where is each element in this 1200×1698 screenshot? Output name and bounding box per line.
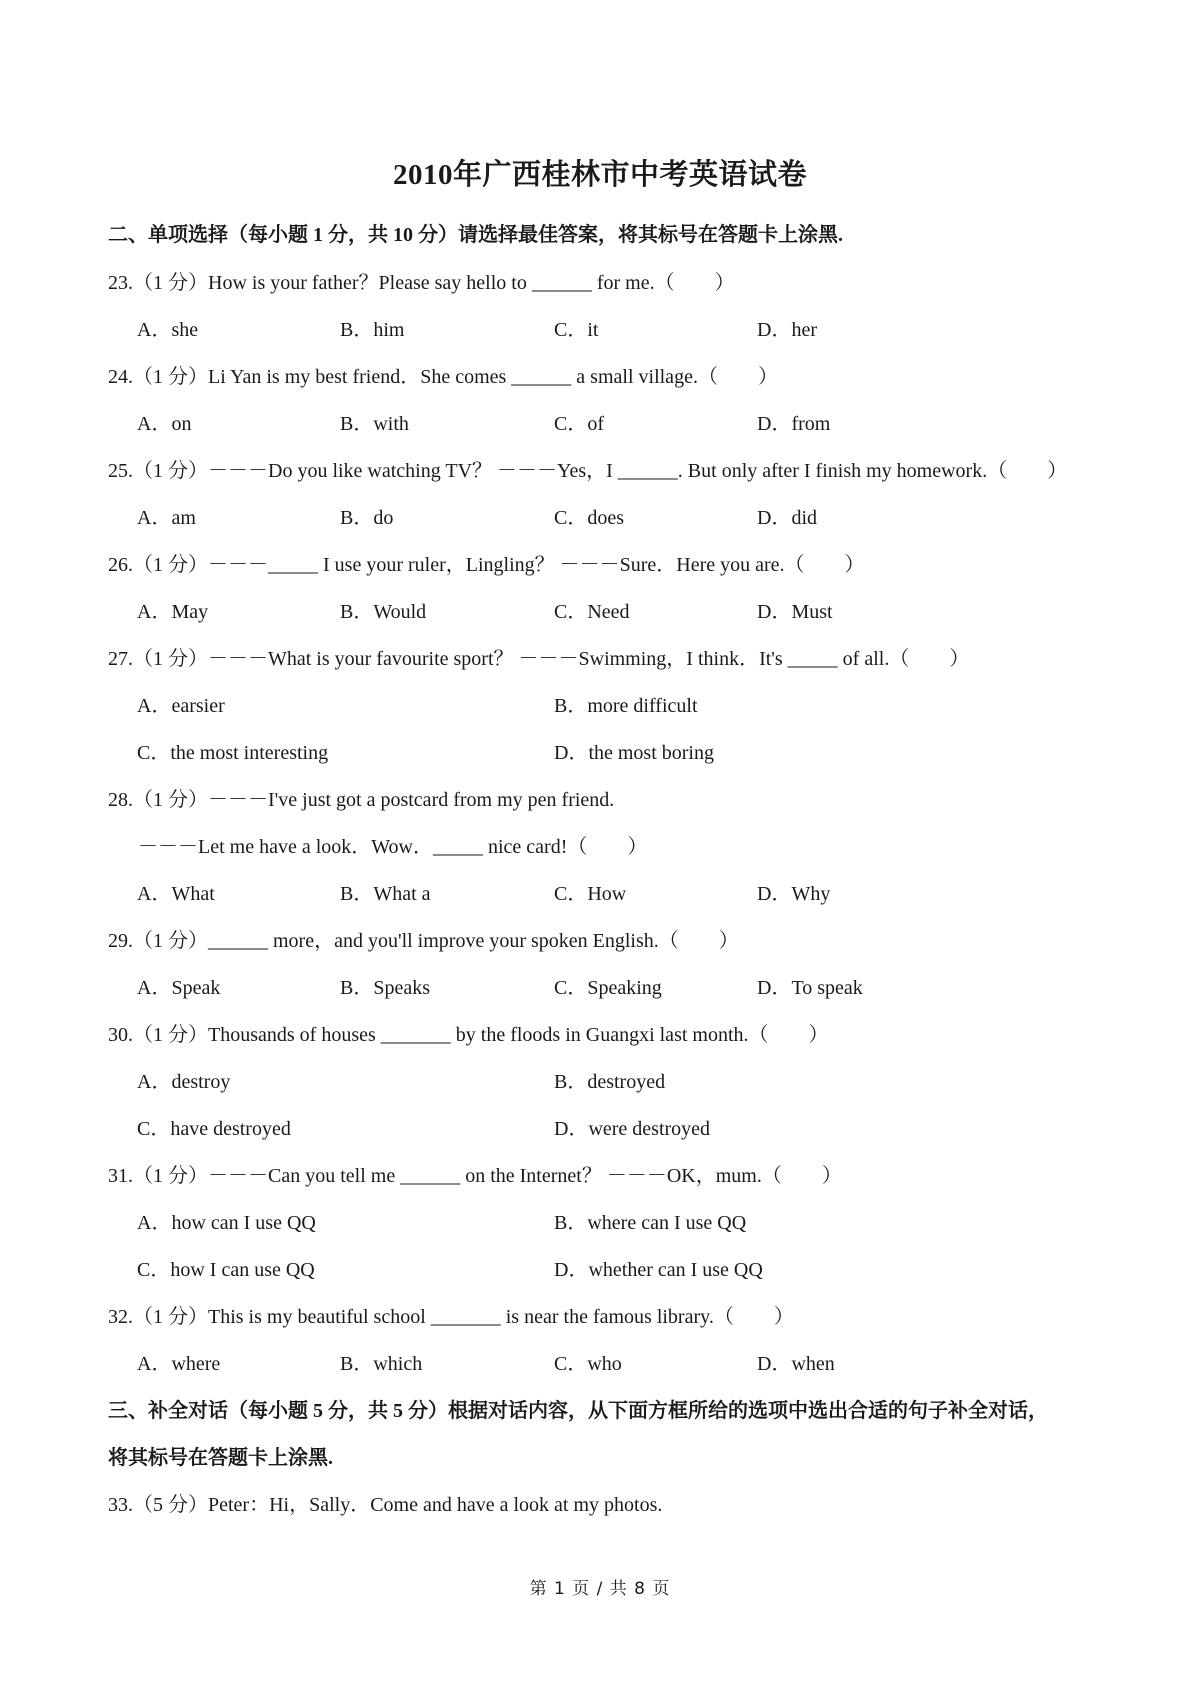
question-stem-continued: －－－Let me have a look．Wow．_____ nice card!（ ）: [138, 836, 648, 858]
option-a: A．What: [137, 883, 215, 905]
option-d: D．from: [757, 413, 831, 435]
option-a: A．she: [137, 319, 199, 341]
option-c: C．have destroyed: [137, 1118, 291, 1140]
options-row: [137, 1253, 1097, 1281]
option-c: C．does: [554, 507, 624, 529]
options-row: [137, 501, 1097, 529]
options-row: [137, 877, 1097, 905]
option-c: C．How: [554, 883, 627, 905]
options-row: [137, 1112, 1097, 1140]
section-2-heading: 二、单项选择（每小题 1 分，共 10 分）请选择最佳答案，将其标号在答题卡上涂黑.: [108, 224, 843, 246]
question-stem: 29.（1 分）______ more，and you'll improve your spoken English.（ ）: [108, 930, 739, 952]
option-a: A．how can I use QQ: [137, 1212, 316, 1234]
options-row: [137, 1065, 1097, 1093]
option-a: A．on: [137, 413, 192, 435]
options-row: [137, 971, 1097, 999]
options-row: [137, 595, 1097, 623]
options-row: [137, 313, 1097, 341]
option-c: C．who: [554, 1353, 622, 1375]
options-row: [137, 689, 1097, 717]
question-stem: 30.（1 分）Thousands of houses _______ by the floods in Guangxi last month.（ ）: [108, 1024, 829, 1046]
option-b: B．him: [340, 319, 405, 341]
option-d: D．To speak: [757, 977, 863, 999]
option-d: D．were destroyed: [554, 1118, 711, 1140]
option-d: D．the most boring: [554, 742, 714, 764]
question-stem: 25.（1 分）－－－Do you like watching TV？ －－－Yes，I ______. But only after I finish my homework.（ ）: [108, 460, 1068, 482]
option-a: A．earsier: [137, 695, 225, 717]
option-a: A．am: [137, 507, 196, 529]
page-footer: 第 1 页 / 共 8 页: [529, 1579, 671, 1599]
option-b: B．do: [340, 507, 394, 529]
section-3-heading-continued: 将其标号在答题卡上涂黑.: [108, 1447, 333, 1469]
question-stem: 32.（1 分）This is my beautiful school _______ is near the famous library.（ ）: [108, 1306, 794, 1328]
option-a: A．Speak: [137, 977, 221, 999]
option-d: D．when: [757, 1353, 835, 1375]
option-d: D．whether can I use QQ: [554, 1259, 763, 1281]
option-b: B．destroyed: [554, 1071, 666, 1093]
option-c: C．of: [554, 413, 604, 435]
question-stem: 23.（1 分）How is your father？Please say hello to ______ for me.（ ）: [108, 272, 735, 294]
question-stem: 33.（5 分）Peter：Hi，Sally．Come and have a look at my photos.: [108, 1494, 663, 1516]
options-row: [137, 736, 1097, 764]
option-c: C．Speaking: [554, 977, 662, 999]
option-b: B．which: [340, 1353, 423, 1375]
option-c: C．how I can use QQ: [137, 1259, 315, 1281]
option-d: D．did: [757, 507, 817, 529]
option-a: A．May: [137, 601, 209, 623]
page-title: 2010年广西桂林市中考英语试卷: [392, 159, 807, 191]
option-a: A．where: [137, 1353, 221, 1375]
option-b: B．Would: [340, 601, 427, 623]
question-stem: 26.（1 分）－－－_____ I use your ruler，Lingling？ －－－Sure．Here you are.（ ）: [108, 554, 865, 576]
options-row: [137, 1347, 1097, 1375]
option-b: B．What a: [340, 883, 431, 905]
option-d: D．her: [757, 319, 817, 341]
option-b: B．where can I use QQ: [554, 1212, 747, 1234]
option-c: C．the most interesting: [137, 742, 329, 764]
options-row: [137, 1206, 1097, 1234]
option-a: A．destroy: [137, 1071, 231, 1093]
option-d: D．Why: [757, 883, 831, 905]
option-c: C．it: [554, 319, 599, 341]
option-b: B．Speaks: [340, 977, 430, 999]
question-stem: 24.（1 分）Li Yan is my best friend．She comes ______ a small village.（ ）: [108, 366, 778, 388]
question-stem: 28.（1 分）－－－I've just got a postcard from my pen friend.: [108, 789, 615, 811]
option-b: B．with: [340, 413, 409, 435]
question-stem: 31.（1 分）－－－Can you tell me ______ on the Internet？ －－－OK，mum.（ ）: [108, 1165, 842, 1187]
options-row: [137, 407, 1097, 435]
option-d: D．Must: [757, 601, 833, 623]
question-stem: 27.（1 分）－－－What is your favourite sport？ －－－Swimming，I think．It's _____ of all.（ ）: [108, 648, 970, 670]
section-3-heading: 三、补全对话（每小题 5 分，共 5 分）根据对话内容，从下面方框所给的选项中选出合适的句子补全对话，: [108, 1400, 1048, 1422]
option-c: C．Need: [554, 601, 630, 623]
option-b: B．more difficult: [554, 695, 698, 717]
